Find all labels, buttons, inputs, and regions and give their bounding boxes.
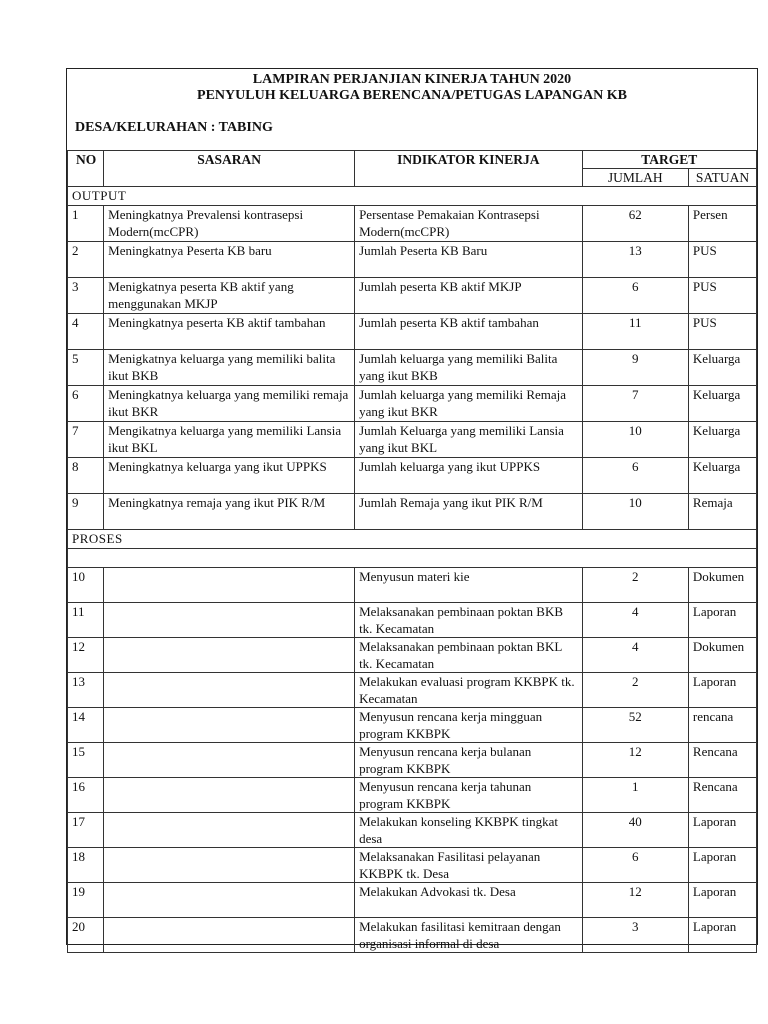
row-satuan: Remaja [688,494,756,530]
row-satuan: Keluarga [688,458,756,494]
row-indikator: Jumlah Keluarga yang memiliki Lansia yang ikut BKL [355,422,583,458]
table-row [68,708,757,743]
row-jumlah: 4 [582,638,688,673]
row-number: 16 [68,778,104,813]
row-number: 17 [68,813,104,848]
row-sasaran: Meningkatnya Prevalensi kontrasepsi Modern(mcCPR) [104,206,355,242]
row-number: 10 [68,568,104,603]
row-jumlah: 3 [582,918,688,953]
table-row [68,883,757,918]
row-jumlah: 40 [582,813,688,848]
row-jumlah: 2 [582,568,688,603]
row-satuan: PUS [688,242,756,278]
row-sasaran [104,848,355,883]
row-indikator: Melaksanakan pembinaan poktan BKL tk. Kecamatan [355,638,583,673]
row-number: 19 [68,883,104,918]
section-proses: PROSES [68,530,757,549]
row-sasaran [104,743,355,778]
document-subtitle: PENYULUH KELUARGA BERENCANA/PETUGAS LAPANGAN KB [197,88,627,103]
row-jumlah: 10 [582,494,688,530]
row-jumlah: 52 [582,708,688,743]
row-sasaran [104,778,355,813]
table-row [68,778,757,813]
row-sasaran [104,813,355,848]
table-row [68,848,757,883]
row-indikator: Jumlah keluarga yang memiliki Remaja yang ikut BKR [355,386,583,422]
row-jumlah: 13 [582,242,688,278]
desa-kelurahan-label: DESA/KELURAHAN : TABING [75,120,273,135]
table-row [68,813,757,848]
row-number: 3 [68,278,104,314]
header-no: NO [68,151,104,187]
table-row [68,638,757,673]
table-row [68,422,757,458]
row-jumlah: 2 [582,673,688,708]
row-jumlah: 10 [582,422,688,458]
row-indikator: Menyusun rencana kerja tahunan program KKBPK [355,778,583,813]
row-indikator: Jumlah peserta KB aktif MKJP [355,278,583,314]
row-sasaran: Meningkatnya keluarga yang ikut UPPKS [104,458,355,494]
header-sasaran: SASARAN [104,151,355,187]
row-satuan: Laporan [688,883,756,918]
row-satuan: Dokumen [688,638,756,673]
row-indikator: Jumlah keluarga yang memiliki Balita yang ikut BKB [355,350,583,386]
row-sasaran [104,918,355,953]
row-satuan: Laporan [688,813,756,848]
row-indikator: Jumlah Remaja yang ikut PIK R/M [355,494,583,530]
row-satuan: Laporan [688,603,756,638]
row-jumlah: 12 [582,883,688,918]
row-indikator: Menyusun rencana kerja mingguan program KKBPK [355,708,583,743]
row-satuan: Laporan [688,673,756,708]
table-row [68,918,757,953]
row-sasaran [104,883,355,918]
row-number: 13 [68,673,104,708]
row-sasaran: Meningkatnya remaja yang ikut PIK R/M [104,494,355,530]
row-jumlah: 1 [582,778,688,813]
row-satuan: Dokumen [688,568,756,603]
row-number: 12 [68,638,104,673]
row-indikator: Melakukan fasilitasi kemitraan dengan organisasi informal di desa [355,918,583,953]
header-indikator: INDIKATOR KINERJA [355,151,583,187]
row-jumlah: 9 [582,350,688,386]
row-number: 5 [68,350,104,386]
row-satuan: Keluarga [688,422,756,458]
row-indikator: Melakukan konseling KKBPK tingkat desa [355,813,583,848]
row-indikator: Jumlah keluarga yang ikut UPPKS [355,458,583,494]
row-satuan: Laporan [688,848,756,883]
row-number: 1 [68,206,104,242]
row-number: 8 [68,458,104,494]
row-jumlah: 4 [582,603,688,638]
row-sasaran: Meningkatnya keluarga yang memiliki remaja ikut BKR [104,386,355,422]
row-sasaran [104,568,355,603]
table-row [68,350,757,386]
table-row [68,603,757,638]
row-number: 9 [68,494,104,530]
row-satuan: PUS [688,314,756,350]
row-sasaran [104,603,355,638]
row-satuan: rencana [688,708,756,743]
row-indikator: Menyusun rencana kerja bulanan program KKBPK [355,743,583,778]
table-row [68,494,757,530]
performance-table [67,150,757,953]
header-target: TARGET [582,151,756,169]
row-indikator: Melaksanakan Fasilitasi pelayanan KKBPK tk. Desa [355,848,583,883]
row-satuan: Rencana [688,778,756,813]
row-sasaran: Menigkatnya keluarga yang memiliki balita ikut BKB [104,350,355,386]
row-number: 6 [68,386,104,422]
row-number: 14 [68,708,104,743]
row-satuan: PUS [688,278,756,314]
row-number: 15 [68,743,104,778]
table-row [68,386,757,422]
row-indikator: Persentase Pemakaian Kontrasepsi Modern(mcCPR) [355,206,583,242]
row-number: 18 [68,848,104,883]
row-jumlah: 6 [582,278,688,314]
table-row [68,314,757,350]
row-satuan: Keluarga [688,350,756,386]
row-sasaran [104,673,355,708]
table-row [68,206,757,242]
section-output: OUTPUT [68,187,757,206]
row-number: 4 [68,314,104,350]
blank-row [68,549,757,568]
row-jumlah: 6 [582,458,688,494]
row-satuan: Keluarga [688,386,756,422]
document-frame [66,68,758,951]
row-satuan: Persen [688,206,756,242]
row-indikator: Jumlah peserta KB aktif tambahan [355,314,583,350]
row-jumlah: 6 [582,848,688,883]
row-satuan: Laporan [688,918,756,953]
row-number: 11 [68,603,104,638]
table-row [68,242,757,278]
table-row [68,278,757,314]
table-row [68,458,757,494]
row-indikator: Jumlah Peserta KB Baru [355,242,583,278]
row-number: 7 [68,422,104,458]
row-satuan: Rencana [688,743,756,778]
table-body [68,187,757,953]
row-sasaran [104,638,355,673]
table-row [68,673,757,708]
row-jumlah: 12 [582,743,688,778]
table-row [68,743,757,778]
row-number: 2 [68,242,104,278]
row-jumlah: 7 [582,386,688,422]
row-indikator: Melakukan evaluasi program KKBPK tk. Kecamatan [355,673,583,708]
row-jumlah: 11 [582,314,688,350]
row-indikator: Melaksanakan pembinaan poktan BKB tk. Kecamatan [355,603,583,638]
header-satuan: SATUAN [688,169,756,187]
row-sasaran: Menigkatnya peserta KB aktif yang menggunakan MKJP [104,278,355,314]
row-sasaran: Mengikatnya keluarga yang memiliki Lansia ikut BKL [104,422,355,458]
row-sasaran [104,708,355,743]
row-sasaran: Meningkatnya Peserta KB baru [104,242,355,278]
row-indikator: Menyusun materi kie [355,568,583,603]
table-row [68,568,757,603]
row-sasaran: Meningkatnya peserta KB aktif tambahan [104,314,355,350]
document-title: LAMPIRAN PERJANJIAN KINERJA TAHUN 2020 [252,72,572,87]
row-number: 20 [68,918,104,953]
header-jumlah: JUMLAH [582,169,688,187]
row-jumlah: 62 [582,206,688,242]
row-indikator: Melakukan Advokasi tk. Desa [355,883,583,918]
